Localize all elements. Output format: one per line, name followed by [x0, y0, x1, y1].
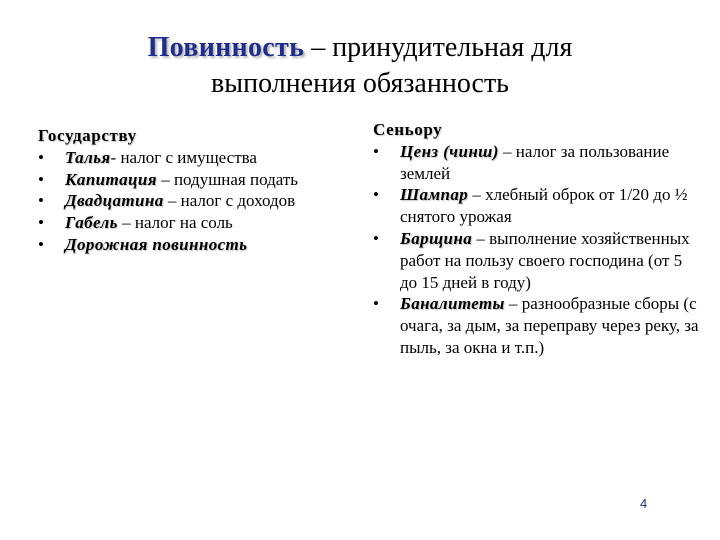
title-line2: выполнения обязанность [211, 68, 509, 99]
left-column [38, 125, 358, 256]
item-term: Ценз (чинш) [400, 141, 499, 161]
right-column [373, 119, 703, 359]
item-desc: – выполнение хозяйственных работ на пользу своего господина (от 5 до 15 дней в году) [400, 228, 690, 292]
list-item [373, 293, 703, 358]
bullet-icon: • [38, 169, 44, 189]
bullet-icon: • [38, 234, 44, 254]
list-item [38, 147, 358, 169]
item-term: Барщина [400, 228, 473, 248]
list-item [38, 169, 358, 191]
title-term: Повинность [147, 32, 305, 63]
item-desc: – подушная подать [156, 169, 299, 189]
item-desc: – налог с доходов [163, 191, 296, 211]
bullet-icon: • [373, 294, 379, 314]
item-desc: – налог на соль [117, 213, 233, 233]
item-term: Талья [65, 147, 111, 167]
page-number: 4 [640, 496, 648, 511]
right-list [373, 141, 703, 359]
left-list [38, 147, 358, 256]
item-desc: - налог с имущества [110, 147, 257, 167]
list-item [38, 212, 358, 234]
bullet-icon: • [38, 191, 44, 211]
list-item [38, 190, 358, 212]
list-item [373, 141, 703, 185]
item-term: Шампар [400, 185, 469, 205]
bullet-icon: • [38, 147, 44, 167]
right-heading: Сеньору [373, 120, 443, 139]
item-term: Баналитеты [400, 294, 505, 314]
item-desc: – разнообразные сборы (с очага, за дым, за переправу через реку, за пыль, за окна и т.п.) [400, 294, 699, 357]
item-term: Габель [65, 213, 118, 233]
bullet-icon: • [373, 141, 379, 161]
list-item [38, 234, 358, 256]
bullet-icon: • [373, 185, 379, 205]
title-rest: – принудительная для [304, 32, 573, 63]
item-desc: – хлебный оброк от 1/20 до ½ снятого урожая [400, 185, 688, 227]
left-heading: Государству [38, 126, 137, 145]
list-item [373, 228, 703, 293]
bullet-icon: • [38, 213, 44, 233]
slide-title [60, 30, 660, 102]
list-item [373, 184, 703, 228]
bullet-icon: • [373, 228, 379, 248]
item-term: Капитация [65, 169, 157, 189]
item-desc: – налог за пользование землей [400, 141, 670, 183]
item-term: Двадцатина [65, 191, 164, 211]
item-term: Дорожная повинность [65, 234, 248, 254]
